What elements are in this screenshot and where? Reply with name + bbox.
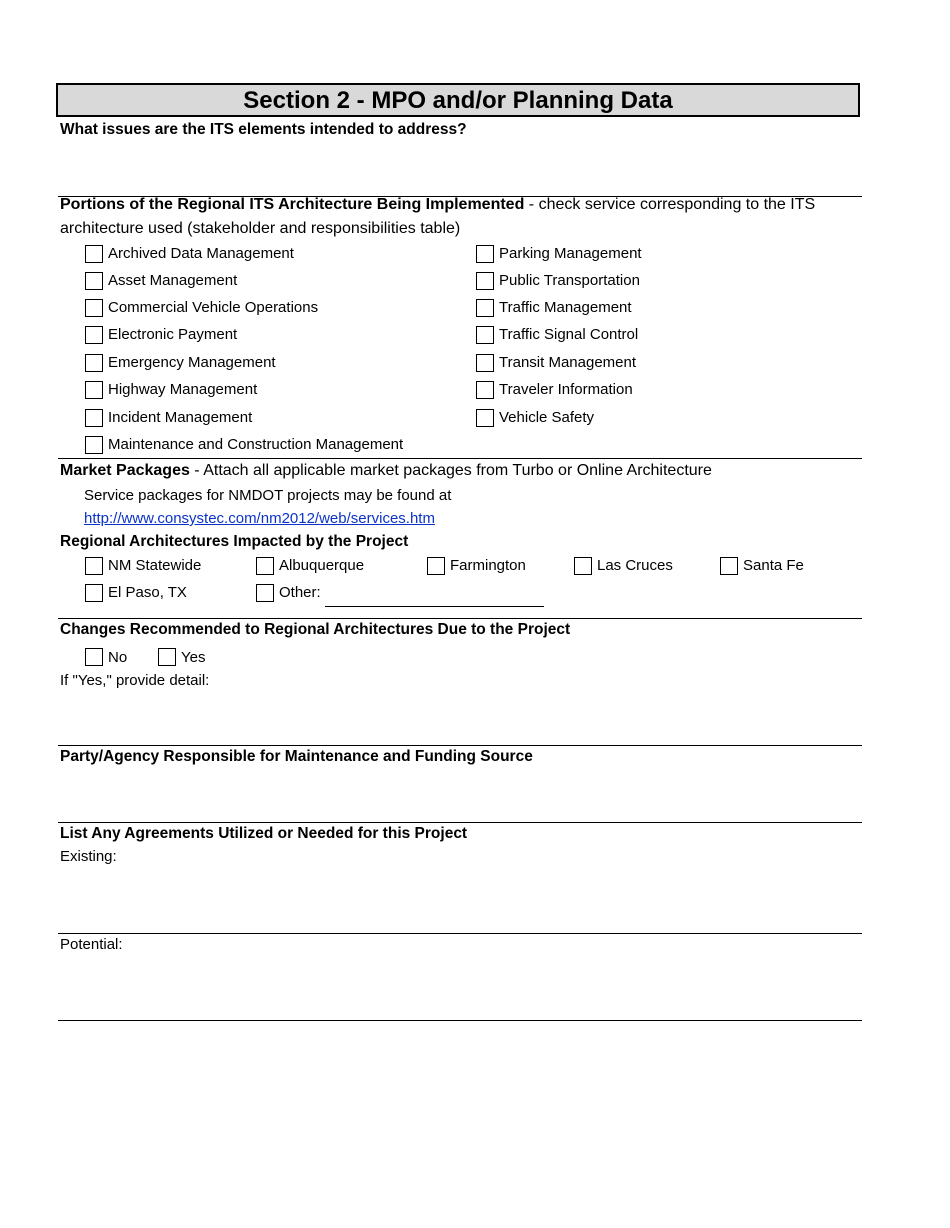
- checkbox-las-cruces[interactable]: [574, 557, 592, 575]
- checkbox-yes[interactable]: [158, 648, 176, 666]
- checkbox-label: Maintenance and Construction Management: [108, 436, 404, 453]
- checkbox-parking-management[interactable]: [476, 245, 494, 263]
- checkbox-commercial-vehicle-operations[interactable]: [85, 299, 103, 317]
- checkbox-incident-management[interactable]: [85, 409, 103, 427]
- other-input-field[interactable]: [325, 606, 544, 607]
- checkbox-el-paso[interactable]: [85, 584, 103, 602]
- checkbox-label: Las Cruces: [597, 557, 673, 574]
- agreements-heading: List Any Agreements Utilized or Needed for this Project: [60, 825, 468, 842]
- checkbox-asset-management[interactable]: [85, 272, 103, 290]
- checkbox-label: Traffic Signal Control: [499, 326, 639, 343]
- market-packages-heading-bold: Market Packages: [60, 462, 190, 479]
- checkbox-label: Electronic Payment: [108, 326, 238, 343]
- checkbox-label: NM Statewide: [108, 557, 202, 574]
- checkbox-other[interactable]: [256, 584, 274, 602]
- divider: [58, 933, 862, 934]
- checkbox-maintenance-construction-management[interactable]: [85, 436, 103, 454]
- issues-question: What issues are the ITS elements intended to address?: [60, 121, 467, 138]
- portions-heading-rest: - check service corresponding to the ITS: [524, 196, 816, 213]
- checkbox-label: Incident Management: [108, 409, 253, 426]
- checkbox-label: Yes: [181, 649, 206, 666]
- checkbox-archived-data-management[interactable]: [85, 245, 103, 263]
- divider: [58, 745, 862, 746]
- checkbox-label: Santa Fe: [743, 557, 804, 574]
- checkbox-albuquerque[interactable]: [256, 557, 274, 575]
- checkbox-transit-management[interactable]: [476, 354, 494, 372]
- checkbox-label: Farmington: [450, 557, 526, 574]
- divider: [58, 618, 862, 619]
- changes-heading: Changes Recommended to Regional Architectures Due to the Project: [60, 621, 571, 638]
- checkbox-label: Albuquerque: [279, 557, 365, 574]
- potential-label: Potential:: [60, 936, 123, 953]
- party-heading: Party/Agency Responsible for Maintenance and Funding Source: [60, 748, 533, 765]
- checkbox-label: Parking Management: [499, 245, 642, 262]
- divider: [58, 1020, 862, 1021]
- existing-label: Existing:: [60, 848, 117, 865]
- checkbox-label: Traffic Management: [499, 299, 632, 316]
- checkbox-santa-fe[interactable]: [720, 557, 738, 575]
- regional-heading: Regional Architectures Impacted by the Project: [60, 533, 409, 550]
- checkbox-label: Traveler Information: [499, 381, 633, 398]
- checkbox-traffic-signal-control[interactable]: [476, 326, 494, 344]
- checkbox-label: Other:: [279, 584, 321, 601]
- services-link[interactable]: http://www.consystec.com/nm2012/web/services.htm: [84, 510, 435, 527]
- checkbox-label: Asset Management: [108, 272, 238, 289]
- portions-heading-line2: architecture used (stakeholder and responsibilities table): [60, 220, 461, 237]
- checkbox-no[interactable]: [85, 648, 103, 666]
- yes-detail-label: If "Yes," provide detail:: [60, 672, 210, 689]
- market-packages-heading: [60, 462, 712, 480]
- checkbox-traveler-information[interactable]: [476, 381, 494, 399]
- market-packages-note: Service packages for NMDOT projects may be found at: [84, 487, 452, 504]
- portions-heading: [60, 196, 815, 214]
- checkbox-label: Emergency Management: [108, 354, 276, 371]
- checkbox-label: Public Transportation: [499, 272, 640, 289]
- checkbox-vehicle-safety[interactable]: [476, 409, 494, 427]
- checkbox-traffic-management[interactable]: [476, 299, 494, 317]
- checkbox-label: Transit Management: [499, 354, 637, 371]
- checkbox-label: Highway Management: [108, 381, 258, 398]
- section-title: Section 2 - MPO and/or Planning Data: [56, 83, 860, 117]
- checkbox-label: Archived Data Management: [108, 245, 294, 262]
- checkbox-electronic-payment[interactable]: [85, 326, 103, 344]
- checkbox-farmington[interactable]: [427, 557, 445, 575]
- checkbox-public-transportation[interactable]: [476, 272, 494, 290]
- checkbox-label: El Paso, TX: [108, 584, 187, 601]
- checkbox-label: Vehicle Safety: [499, 409, 595, 426]
- checkbox-label: Commercial Vehicle Operations: [108, 299, 319, 316]
- divider: [58, 822, 862, 823]
- checkbox-highway-management[interactable]: [85, 381, 103, 399]
- market-packages-heading-rest: - Attach all applicable market packages from Turbo or Online Architecture: [189, 462, 712, 479]
- divider: [58, 458, 862, 459]
- checkbox-label: No: [108, 649, 128, 666]
- checkbox-emergency-management[interactable]: [85, 354, 103, 372]
- portions-heading-bold: Portions of the Regional ITS Architecture Being Implemented: [60, 196, 525, 213]
- checkbox-nm-statewide[interactable]: [85, 557, 103, 575]
